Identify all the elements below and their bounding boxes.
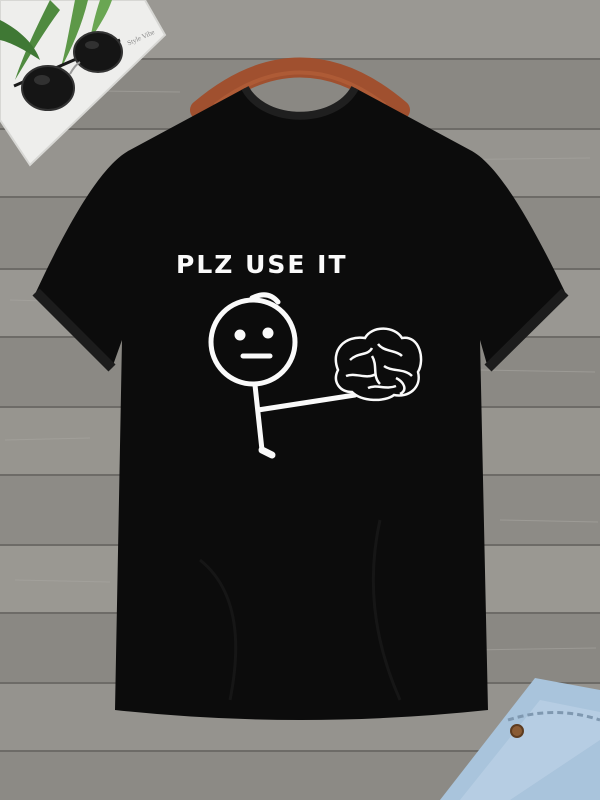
card-caption: Style Vibe [126,28,156,48]
brain-icon [336,329,421,400]
shirt-print-text: PLZ USE IT [176,250,348,279]
